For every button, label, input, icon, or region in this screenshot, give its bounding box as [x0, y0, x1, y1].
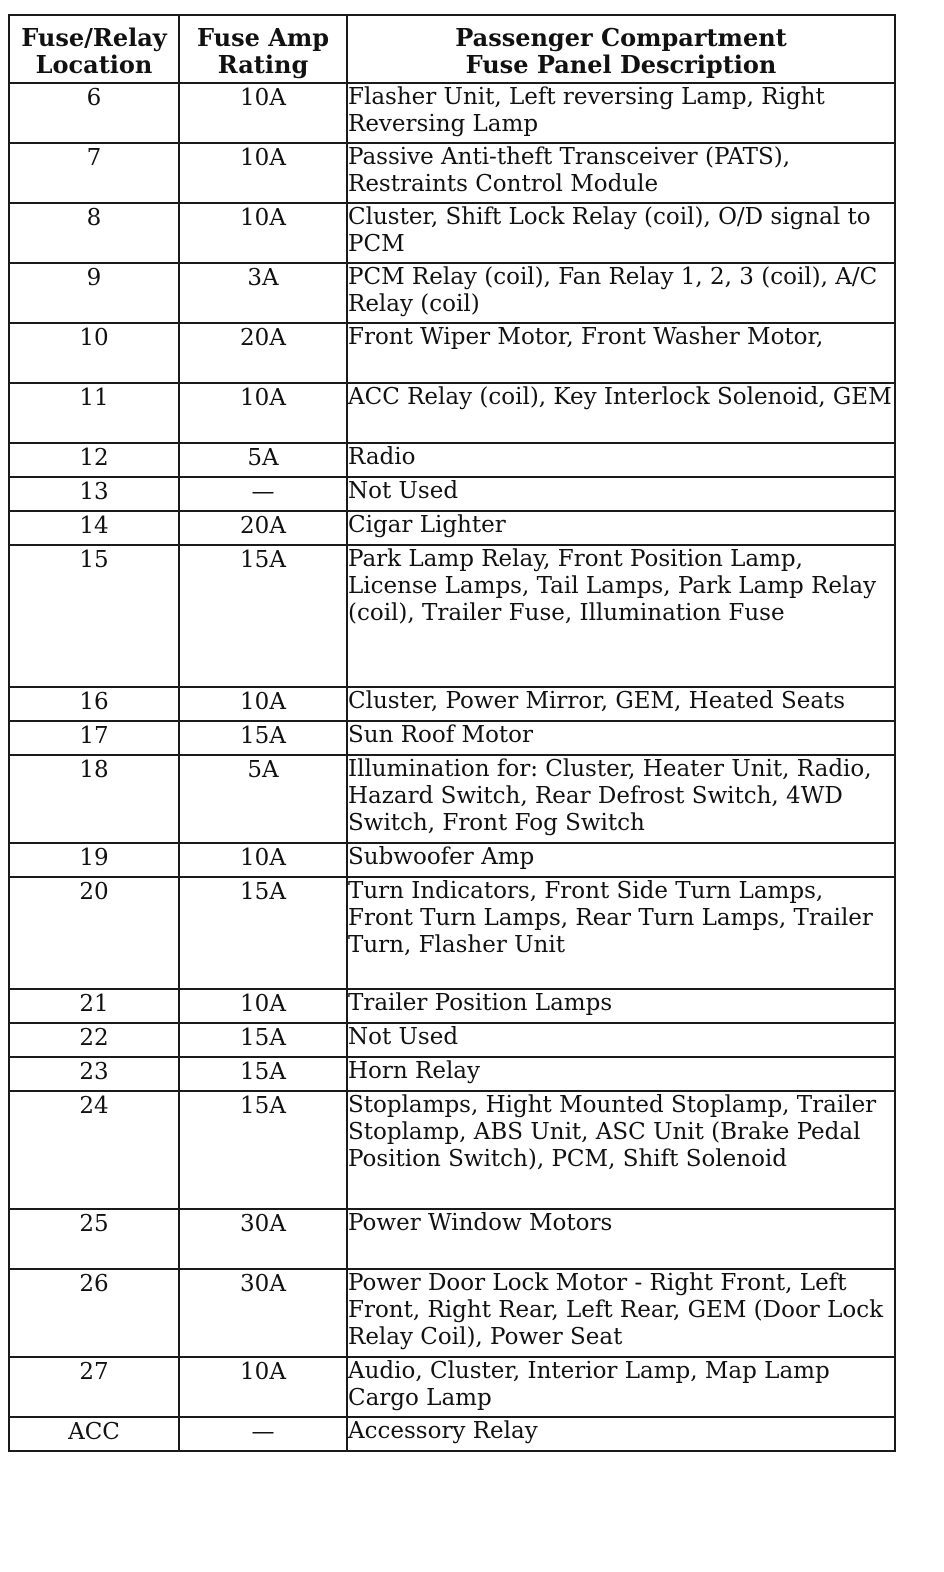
- location-cell: 19: [9, 843, 179, 877]
- location-cell: 20: [9, 877, 179, 989]
- rating-cell: 10A: [179, 843, 347, 877]
- location-cell: 16: [9, 687, 179, 721]
- location-cell: ACC: [9, 1417, 179, 1451]
- rating-cell: 20A: [179, 511, 347, 545]
- location-cell: 13: [9, 477, 179, 511]
- description-cell: PCM Relay (coil), Fan Relay 1, 2, 3 (coil), A/C Relay (coil): [347, 263, 895, 323]
- table-row: [9, 1209, 895, 1269]
- table-row: [9, 203, 895, 263]
- rating-cell: 15A: [179, 1057, 347, 1091]
- location-cell: 17: [9, 721, 179, 755]
- table-row: [9, 721, 895, 755]
- table-row: [9, 443, 895, 477]
- rating-cell: 10A: [179, 383, 347, 443]
- rating-cell: 10A: [179, 687, 347, 721]
- table-row: [9, 877, 895, 989]
- header-rating: Fuse Amp Rating: [179, 15, 347, 83]
- rating-cell: 3A: [179, 263, 347, 323]
- location-cell: 12: [9, 443, 179, 477]
- table-row: [9, 843, 895, 877]
- description-cell: Power Window Motors: [347, 1209, 895, 1269]
- rating-cell: 30A: [179, 1269, 347, 1357]
- rating-cell: 15A: [179, 545, 347, 687]
- table-row: [9, 545, 895, 687]
- rating-cell: 30A: [179, 1209, 347, 1269]
- description-cell: Not Used: [347, 477, 895, 511]
- location-cell: 11: [9, 383, 179, 443]
- table-row: [9, 1269, 895, 1357]
- rating-cell: —: [179, 477, 347, 511]
- description-cell: Flasher Unit, Left reversing Lamp, Right Reversing Lamp: [347, 83, 895, 143]
- description-cell: Power Door Lock Motor - Right Front, Left Front, Right Rear, Left Rear, GEM (Door Lock Relay Coil), Power Seat: [347, 1269, 895, 1357]
- description-cell: Horn Relay: [347, 1057, 895, 1091]
- fuse-table: [8, 14, 896, 1452]
- description-cell: Accessory Relay: [347, 1417, 895, 1451]
- rating-cell: 5A: [179, 755, 347, 843]
- description-cell: Front Wiper Motor, Front Washer Motor,: [347, 323, 895, 383]
- description-cell: Cluster, Power Mirror, GEM, Heated Seats: [347, 687, 895, 721]
- location-cell: 21: [9, 989, 179, 1023]
- table-row: [9, 323, 895, 383]
- description-cell: Trailer Position Lamps: [347, 989, 895, 1023]
- location-cell: 15: [9, 545, 179, 687]
- location-cell: 9: [9, 263, 179, 323]
- location-cell: 14: [9, 511, 179, 545]
- table-header-row: [9, 15, 895, 83]
- rating-cell: —: [179, 1417, 347, 1451]
- rating-cell: 10A: [179, 203, 347, 263]
- rating-cell: 20A: [179, 323, 347, 383]
- description-cell: Illumination for: Cluster, Heater Unit, Radio, Hazard Switch, Rear Defrost Switch, 4WD Switch, Front Fog Switch: [347, 755, 895, 843]
- description-cell: Not Used: [347, 1023, 895, 1057]
- location-cell: 7: [9, 143, 179, 203]
- location-cell: 10: [9, 323, 179, 383]
- description-cell: Stoplamps, Hight Mounted Stoplamp, Trailer Stoplamp, ABS Unit, ASC Unit (Brake Pedal Position Switch), PCM, Shift Solenoid: [347, 1091, 895, 1209]
- rating-cell: 10A: [179, 143, 347, 203]
- location-cell: 24: [9, 1091, 179, 1209]
- table-row: [9, 383, 895, 443]
- rating-cell: 15A: [179, 1091, 347, 1209]
- description-cell: Subwoofer Amp: [347, 843, 895, 877]
- rating-cell: 15A: [179, 877, 347, 989]
- table-row: [9, 511, 895, 545]
- table-row: [9, 83, 895, 143]
- location-cell: 27: [9, 1357, 179, 1417]
- table-row: [9, 1057, 895, 1091]
- description-cell: Park Lamp Relay, Front Position Lamp, License Lamps, Tail Lamps, Park Lamp Relay (coil), Trailer Fuse, Illumination Fuse: [347, 545, 895, 687]
- header-description: Passenger Compartment Fuse Panel Description: [347, 15, 895, 83]
- rating-cell: 10A: [179, 989, 347, 1023]
- table-row: [9, 143, 895, 203]
- table-row: [9, 477, 895, 511]
- table-row: [9, 687, 895, 721]
- fuse-table-page: [8, 14, 894, 1452]
- description-cell: Audio, Cluster, Interior Lamp, Map Lamp Cargo Lamp: [347, 1357, 895, 1417]
- location-cell: 25: [9, 1209, 179, 1269]
- description-cell: ACC Relay (coil), Key Interlock Solenoid, GEM: [347, 383, 895, 443]
- description-cell: Sun Roof Motor: [347, 721, 895, 755]
- rating-cell: 15A: [179, 1023, 347, 1057]
- location-cell: 6: [9, 83, 179, 143]
- rating-cell: 5A: [179, 443, 347, 477]
- rating-cell: 10A: [179, 83, 347, 143]
- description-cell: Cigar Lighter: [347, 511, 895, 545]
- location-cell: 26: [9, 1269, 179, 1357]
- rating-cell: 10A: [179, 1357, 347, 1417]
- rating-cell: 15A: [179, 721, 347, 755]
- location-cell: 22: [9, 1023, 179, 1057]
- header-location: Fuse/Relay Location: [9, 15, 179, 83]
- table-row: [9, 1023, 895, 1057]
- description-cell: Radio: [347, 443, 895, 477]
- table-row: [9, 755, 895, 843]
- description-cell: Passive Anti-theft Transceiver (PATS), Restraints Control Module: [347, 143, 895, 203]
- description-cell: Cluster, Shift Lock Relay (coil), O/D signal to PCM: [347, 203, 895, 263]
- table-row: [9, 1091, 895, 1209]
- location-cell: 23: [9, 1057, 179, 1091]
- table-row: [9, 263, 895, 323]
- location-cell: 18: [9, 755, 179, 843]
- description-cell: Turn Indicators, Front Side Turn Lamps, Front Turn Lamps, Rear Turn Lamps, Trailer Turn, Flasher Unit: [347, 877, 895, 989]
- table-row: [9, 1357, 895, 1417]
- table-row: [9, 1417, 895, 1451]
- location-cell: 8: [9, 203, 179, 263]
- table-row: [9, 989, 895, 1023]
